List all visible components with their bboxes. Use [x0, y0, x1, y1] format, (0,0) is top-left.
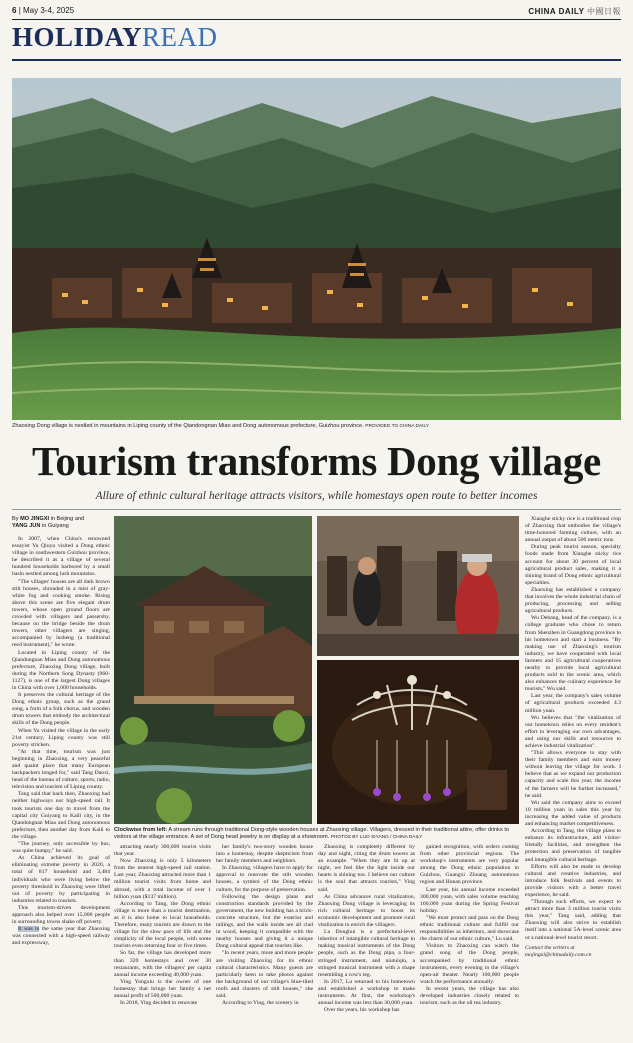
paragraph: Xianghe sticky rice is a traditional crop of Zhaoxing that embodies the village's time-honored farming culture, with an annual output of about 500 metric tons. — [525, 516, 621, 544]
paragraph: According to Tang, the Dong ethnic village is more than a tourist destination, as it is also home to local households. Therefore, many tourists are drawn to the village for the slow pace of life and the simplicity of the local people, with some tourists even returning four or five times. — [114, 900, 211, 950]
paragraph: When Yu visited the village in the early 21st century, Liping county was still poverty stricken. — [12, 727, 110, 748]
paragraph: As China advances rural vitalization, Zhaoxing Dong village is leveraging its rich cultural heritage to boost its economic development and promote rural vitalization to enrich the villagers. — [318, 893, 415, 929]
paragraph: Tang said that back then, Zhaoxing had neither highways nor high-speed rail. It took tourists one day to travel from the capital city Guiyang to Kaili city, in the Qiandongnan Miao and Dong autonomous prefecture, then another day from Kaili to the village. — [12, 791, 110, 840]
paragraph: "We must protect and pass on the Dong ethnic traditional culture and fulfill our responsibilities as inheritors, and showcase the charm of our ethnic culture," Lu said. — [420, 914, 519, 943]
paragraph: During peak tourist season, specialty foods made from Xianghe sticky rice account for about 30 percent of local agricultural product sales, making it a shining brand of Dong ethnic agricultural specialties. — [525, 544, 621, 586]
paragraph: Following the design plans and construction standards provided by the government, the new building has a brick-concrete structure, but the exterior and railings, and the walls inside are all clad in wood, keeping it compatible with the nearby houses and giving it a unique Dong cultural appeal that tourists like. — [216, 893, 313, 950]
paragraph: Now Zhaoxing is only 5 kilometers from the nearest high-speed rail station. Last year, Zhaoxing attracted more than 1 million tourist visits from home and abroad, with a total income of over 1 billion yuan ($137 million). — [114, 858, 211, 900]
paragraph: attracting nearly 300,000 tourist visits that year. — [114, 844, 211, 858]
page-number: 6 | May 3-4, 2025 — [12, 6, 75, 15]
paragraph: Lu Donghui is a prefectural-level inheritor of intangible cultural heritage in making musical instruments of the Dong people, such as the Dong pipa, a four-stringed instrument, and niutuiqin, a stringed musical instrument with a shape resembling a cow's leg. — [318, 929, 415, 978]
paragraph: This tourism-driven development approach also helped over 15,000 people in surrounding towns shake off poverty. — [12, 904, 110, 926]
photo-head-jewelry — [317, 660, 519, 824]
paragraph: Efforts will also be made to develop cultural and creative industries, and introduce folk festivals and events to provide visitors with a better travel experience, he said. — [525, 863, 621, 898]
paragraph: Last year, the company's sales volume of agricultural products exceeded 4.3 million yuan. — [525, 693, 621, 714]
village-landscape-illustration — [12, 78, 621, 420]
paragraph: In Zhaoxing, villagers have to apply for approval to renovate the stilt wooden houses, a symbol of the Dong ethnic culture, for the purpose of preservation. — [216, 865, 313, 893]
paragraph: Wu Debang, head of the company, is a college graduate who chose to return from Shenzhen in Guangdong province to his hometown and start a business. "By making use of Zhaoxing's tourism industry, we have cooperated with local farmers and 15 agricultural cooperatives nearby to provide local agricultural products sold to the scenic area, which also enhances the culinary experience for tourists," Wu said. — [525, 615, 621, 693]
paragraph: In 2017, Lu returned to his hometown and established a workshop to make instruments. At first, the workshop's annual income was less than 30,000 yuan. — [318, 978, 415, 1007]
paragraph: Zhaoxing has established a company that involves the whole industrial chain of producing, processing and selling agricultural products. — [525, 586, 621, 615]
paragraph: It preserves the cultural heritage of the Dong ethnic group, such as the grand song, a form of a folk chorus, and wooden drum towers that embody the architectural skills of the Dong people. — [12, 692, 110, 727]
paragraph: Zhaoxing is completely different by day and night, citing the drum towers as an example. "When they are lit up at night, we feel like the light inside our hearts is shining too. I believe our culture is the soul that attracts tourists," Ying said. — [318, 844, 415, 893]
masthead: CHINA DAILY 中國日報 — [528, 7, 621, 16]
article-column-4 — [318, 844, 415, 1038]
deck: Allure of ethnic cultural heritage attracts visitors, while homestays open route to better incomes — [95, 490, 538, 502]
photo-caption: Clockwise from left: A stream runs through traditional Dong-style wooden houses at Zhaoxing village. Villagers, dressed in their traditional attire, offer drinks to visitors at the village entrance. A set of Dong head jewelry is on display at a showroom. PHOTOS BY LUO SIYANG / CHINA DAILY — [114, 827, 509, 840]
byline: By MO JINGXI in Beijing and YANG JUN in Guiyang — [12, 516, 85, 530]
contact-email: mojingxi@chinadaily.com.cn — [525, 951, 592, 958]
paragraph: "At that time, tourism was just beginning in Zhaoxing, a very peaceful and quaint place that many European backpackers longed for," said Tang Daoxi, head of the bureau of culture, sports, radio, television and tourism of Liping county. — [12, 748, 110, 791]
article-column-5 — [420, 844, 519, 1038]
article-column-3 — [216, 844, 313, 1038]
paragraph: Located in Liping county of the Qiandongnan Miao and Dong autonomous prefecture, Zhaoxing Dong village, built during the Northern Song Dynasty (960-1127), is one of the largest Dong villages in China with over 1,000 households. — [12, 649, 110, 691]
hero-photo — [12, 78, 621, 420]
paragraph: Ying Yongxiu is the owner of one homestay that brings her family a net annual profit of 500,000 yuan. — [114, 978, 211, 999]
hero-caption: Zhaoxing Dong village is nestled in mountains in Liping county of the Qiandongnan Miao and Dong autonomous prefecture, Guizhou province. PROVIDED TO CHINA DAILY — [12, 423, 429, 429]
paragraph: In 2007, when China's renowned essayist Yu Qiuyu visited a Dong ethnic village in southwestern Guizhou province, he described it as a village of several hundred households harbored by a small basin nestled among lush mountains. — [12, 536, 110, 578]
deck-rule — [12, 509, 621, 510]
section-rule — [12, 59, 621, 61]
paragraph: Last year, his annual income exceeded 300,000 yuan, with sales volume reaching 100,000 yuan during the Spring Festival holiday. — [420, 886, 519, 914]
article-column-2 — [114, 844, 211, 1038]
article-column-6: Xianghe sticky rice is a traditional crop of Zhaoxing that embodies the village's time-honored farming culture, with an annual output of about 500 metric tons. During peak tourist season, specialty foods made from Xianghe sticky rice account for about 30 percent of local agricultural product sales, making it a shining brand of Dong ethnic agricultural specialties. Zhaoxing has established a company that involves the whole industrial chain of producing, processing and selling agricultural products. Wu Debang, head of the company, is a college graduate who chose to return from Shenzhen in Guangdong province to his hometown and start a business. "By making use of Zhaoxing's tourism industry, we have cooperated with local farmers and 15 agricultural cooperatives nearby to provide local agricultural products sold to the scenic area, which also enhances the culinary experience for tourists," Wu said. Last year, the company's sales volume of agricultural products exceeded 4.3 million yuan. Wu believes that "the vitalization of our hometown relies on every resident's effort in leveraging our own advantages, and using our skills and resources to achieve industrial vitalization". "This allows everyone to stay with their family members and earn money without leaving the village for work. I believe that as we expand our production capacity and scale this year, the income of the farmers will be further increased," he said. Wu said the company aims to exceed 10 million yuan in sales this year by increasing the added value of products and enhancing market competitiveness. According to Tang, the village plans to enhance its infrastructure, add visitor-friendly facilities, and strengthen the protection and preservation of tangible and intangible cultural heritage. Efforts will also be made to develop cultural and creative industries, and introduce folk festivals and events to provide visitors with a better travel experience, he said. "Through such efforts, we expect to attract more than 3 million tourist visits this year," Tang said, adding that Zhaoxing will also strive to establish itself into a national 5A-level scenic area or a national-level tourist resort. Contact the writers at mojingxi@chinadaily.com.cn — [525, 516, 621, 958]
paragraph: "The journey, only accessible by bus, was quite bumpy," he said. — [12, 841, 110, 855]
photo-villagers-drinks — [317, 516, 519, 656]
paragraph: Visitors to Zhaoxing can watch the grand song of the Dong people, accompanied by traditional ethnic instruments, every evening in the village's open-air theater. Nearly 100,000 people watch the performance annually. — [420, 943, 519, 985]
page-header — [12, 6, 621, 18]
section-title: HOLIDAYREAD — [12, 22, 218, 52]
photo-stream-houses — [114, 516, 312, 824]
paragraph: her family's two-story wooden house into a homestay, despite skepticism from her family members and neighbors. — [216, 844, 313, 865]
header-rule — [12, 19, 621, 20]
paragraph: "The villages' houses are all dark brown stilt houses, shrouded in a mist of gray-white fog and cooking smoke. Rising above this scene are five elegant drum towers, whose open ground floors are crowded with villagers and passersby, because on the bridge beside the drum towers, other villagers are singing, accompanied by lusheng (a traditional reed instrument)," he wrote. — [12, 578, 110, 649]
paragraph: So far, the village has developed more than 320 homestays and over 30 restaurants, with the villagers' per capita annual income exceeding 40,000 yuan. — [114, 950, 211, 978]
paragraph: "Through such efforts, we expect to attract more than 3 million tourist visits this year," Tang said, adding that Zhaoxing will also strive to establish itself into a national 5A-level scenic area or a national-level tourist resort. — [525, 899, 621, 941]
paragraph: According to Ying, the scenery in — [222, 1000, 299, 1007]
paragraph: Over the years, his workshop has — [324, 1007, 400, 1014]
paragraph: As China achieved its goal of eliminating extreme poverty in 2020, a total of 817 household and 3,484 individuals who were living below the poverty threshold in Zhaoxing were lifted out of poverty by participating in industries related to tourism. — [12, 855, 110, 904]
paragraph: In recent years, the village has also developed industries closely related to tourism, such as the oil tea industry. — [420, 985, 519, 1007]
paragraph: "This allows everyone to stay with their family members and earn money without leaving the village for work. I believe that as we expand our production capacity and scale this year, the income of the farmers will be further increased," he said. — [525, 750, 621, 799]
paragraph: In 2018, Ying decided to renovate — [120, 1000, 198, 1007]
paragraph: Wu said the company aims to exceed 10 million yuan in sales this year by increasing the added value of products and enhancing market competitiveness. — [525, 799, 621, 828]
paragraph: Wu believes that "the vitalization of our hometown relies on every resident's effort in leveraging our own advantages, and using our skills and resources to achieve industrial vitalization". — [525, 714, 621, 749]
headline: Tourism transforms Dong village — [32, 438, 601, 484]
article-column-1: In 2007, when China's renowned essayist Yu Qiuyu visited a Dong ethnic village in southwestern Guizhou province, he described it as a village of several hundred households harbored by a small basin nestled among lush mountains. "The villages' houses are all dark brown stilt houses, shrouded in a mist of gray-white fog and cooking smoke. Rising above this scene are five elegant drum towers, whose open ground floors are crowded with villagers and passersby, because on the bridge beside the drum towers, other villagers are singing, accompanied by lusheng (a traditional reed instrument)," he wrote. Located in Liping county of the Qiandongnan Miao and Dong autonomous prefecture, Zhaoxing Dong village, built during the Northern Song Dynasty (960-1127), is one of the largest Dong villages in China with over 1,000 households. It preserves the cultural heritage of the Dong ethnic group, such as the grand song, a form of a folk chorus, and wooden drum towers that embody the architectural skills of the Dong people. When Yu visited the village in the early 21st century, Liping county was still poverty stricken. "At that time, tourism was just beginning in Zhaoxing, a very peaceful and quaint place that many European backpackers longed for," said Tang Daoxi, head of the bureau of culture, sports, radio, television and tourism of Liping county. Tang said that back then, Zhaoxing had neither highways nor high-speed rail. It took tourists one day to travel from the capital city Guiyang to Kaili city, in the Qiandongnan Miao and Dong autonomous prefecture, then another day from Kaili to the village. "The journey, only accessible by bus, was quite bumpy," he said. As China achieved its goal of eliminating extreme poverty in 2020, a total of 817 household and 3,484 individuals who were living below the poverty threshold in Zhaoxing were lifted out of poverty by participating in industries related to tourism. This tourism-driven development approach also helped over 15,000 people in surrounding towns shake off poverty. It was in the same year that Zhaoxing was connected with a high-speed railway and expressway, — [12, 536, 110, 947]
paragraph: "In recent years, more and more people are visiting Zhaoxing for its ethnic cultural characteristics. Many guests are particularly keen to take photos against the background of our village's blue-tiled roofs and clusters of stilt houses," she said. — [216, 950, 313, 999]
paragraph: According to Tang, the village plans to enhance its infrastructure, add visitor-friendly facilities, and strengthen the protection and preservation of tangible and intangible cultural heritage. — [525, 828, 621, 863]
paragraph: gained recognition, with orders coming from other provincial regions. The workshop's instruments are very popular among the Dong ethnic population in Guizhou, Guangxi Zhuang autonomous region and Hunan province. — [420, 844, 519, 886]
